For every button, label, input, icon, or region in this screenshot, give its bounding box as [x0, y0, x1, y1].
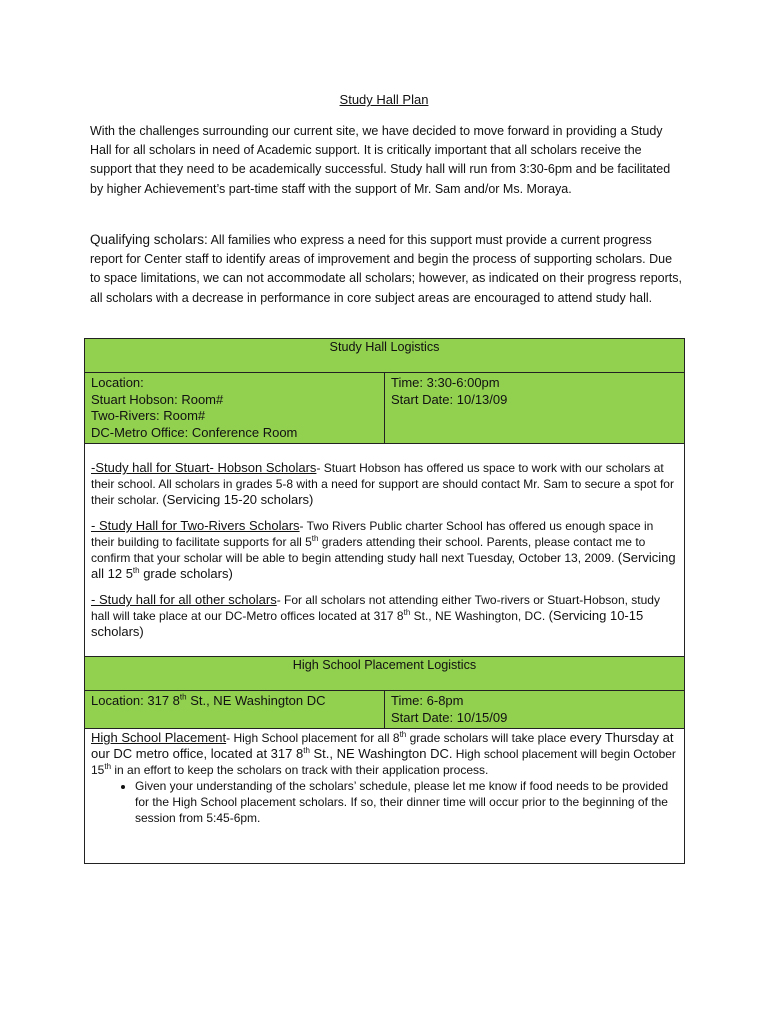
two-rivers-heading: - Study Hall for Two-Rivers Scholars — [91, 518, 300, 533]
high-school-big-a: every Thursday at our DC metro office, located at 317 8 — [91, 730, 674, 761]
intro-paragraph: With the challenges surrounding our current site, we have decided to move forward in providing a Study Hall for all scholars in need of Academic support. It is critically important that all scholars receive the support that they need to be academically successful. Study hall will run from 3:30-6pm and be facilitated by higher Achievement’s part-time staff with the support of Mr. Sam and/or Ms. Moraya. — [90, 124, 671, 196]
stuart-hobson-section — [91, 460, 678, 508]
location-two-rivers: Two-Rivers: Room# — [91, 408, 206, 423]
qualifying-text: All families who express a need for this support must provide a current progress report for Center staff to identify areas of improvement and begin the process of supporting scholars. Due to space limitations, we can not accommodate all scholars; however, as indicated on their progress reports, all scholars with a decrease in performance in core subject areas are encouraged to attend study hall. — [90, 233, 682, 305]
two-rivers-text-a: - Two Rivers Public charter School has offered us enough space in their building to facilitate supports for all 5 — [91, 519, 654, 549]
high-school-bullets — [91, 778, 678, 826]
stuart-hobson-heading: -Study hall for Stuart- Hobson Scholars — [91, 460, 317, 475]
study-hall-start-date: Start Date: 10/13/09 — [391, 391, 508, 407]
two-rivers-sup-a: th — [311, 534, 319, 543]
two-rivers-note-a: (Servicing all 12 5 — [91, 550, 676, 581]
two-rivers-note-b: grade scholars) — [139, 566, 233, 581]
high-school-location-cell — [85, 691, 385, 729]
high-school-paragraph — [91, 730, 678, 778]
location-stuart-hobson: Stuart Hobson: Room# — [91, 391, 224, 407]
food-bullet: • Given your understanding of the scholars’ schedule, please let me know if food needs to be provided for the High School placement scholars. If so, their dinner time will occur prior to the beginning of the session from 5:45-6pm. — [135, 778, 678, 826]
study-hall-time-cell — [385, 373, 685, 444]
study-hall-location-cell — [85, 373, 385, 444]
page-title: Study Hall Plan — [339, 92, 429, 107]
stuart-hobson-note: (Servicing 15-20 scholars) — [162, 492, 314, 507]
high-school-location-b: St., NE Washington DC — [186, 693, 326, 708]
high-school-text-d: in an effort to keep the scholars on track with their application process. — [111, 763, 489, 777]
study-hall-table — [84, 338, 685, 864]
high-school-sup-c: th — [104, 762, 112, 771]
high-school-time: Time: 6-8pm — [391, 693, 464, 708]
two-rivers-note-sup: th — [132, 566, 140, 575]
high-school-location-a: Location: 317 8 — [91, 693, 180, 708]
other-scholars-heading: - Study hall for all other scholars — [91, 592, 277, 607]
two-rivers-section — [91, 518, 678, 582]
high-school-text-c: High school placement will begin October 15 — [91, 747, 676, 777]
qualifying-label: Qualifying scholars: — [90, 232, 208, 247]
high-school-start-date: Start Date: 10/15/09 — [391, 709, 508, 725]
high-school-heading: High School Placement — [91, 730, 227, 745]
high-school-header: High School Placement Logistics — [85, 657, 685, 691]
high-school-text-a: - High School placement for all 8 — [226, 731, 400, 745]
qualifying-paragraph — [90, 230, 682, 308]
high-school-location-sup: th — [179, 692, 187, 702]
high-school-time-cell — [385, 691, 685, 729]
stuart-hobson-text: - Stuart Hobson has offered us space to work with our scholars at their school. All scholars in grades 5-8 with a need for support are should contact Mr. Sam to secure a spot for their scholar. — [91, 461, 674, 507]
high-school-big-sup: th — [303, 746, 310, 755]
other-scholars-sup: th — [403, 608, 411, 617]
study-hall-details — [85, 444, 685, 657]
high-school-text-b: grade scholars will take place — [406, 731, 570, 745]
location-dc-metro: DC-Metro Office: Conference Room — [91, 424, 298, 440]
two-rivers-text-b: graders attending their school. Parents, please contact me to confirm that your scholar will be able to begin attending study hall next Tuesday, October 13, 2009. — [91, 535, 646, 565]
high-school-big-b: St., NE Washington DC. — [309, 746, 453, 761]
location-label: Location: — [91, 375, 144, 390]
high-school-details — [85, 729, 685, 864]
study-hall-header: Study Hall Logistics — [85, 339, 685, 373]
other-scholars-note: (Servicing 10-15 scholars) — [91, 608, 644, 639]
other-scholars-text-b: St., NE Washington, DC. — [410, 609, 549, 623]
other-scholars-text-a: - For all scholars not attending either Two-rivers or Stuart-Hobson, study hall will take place at our DC-Metro offices located at 317 8 — [91, 593, 660, 623]
other-scholars-section — [91, 592, 678, 640]
high-school-sup-a: th — [399, 730, 407, 739]
study-hall-time: Time: 3:30-6:00pm — [391, 375, 500, 390]
